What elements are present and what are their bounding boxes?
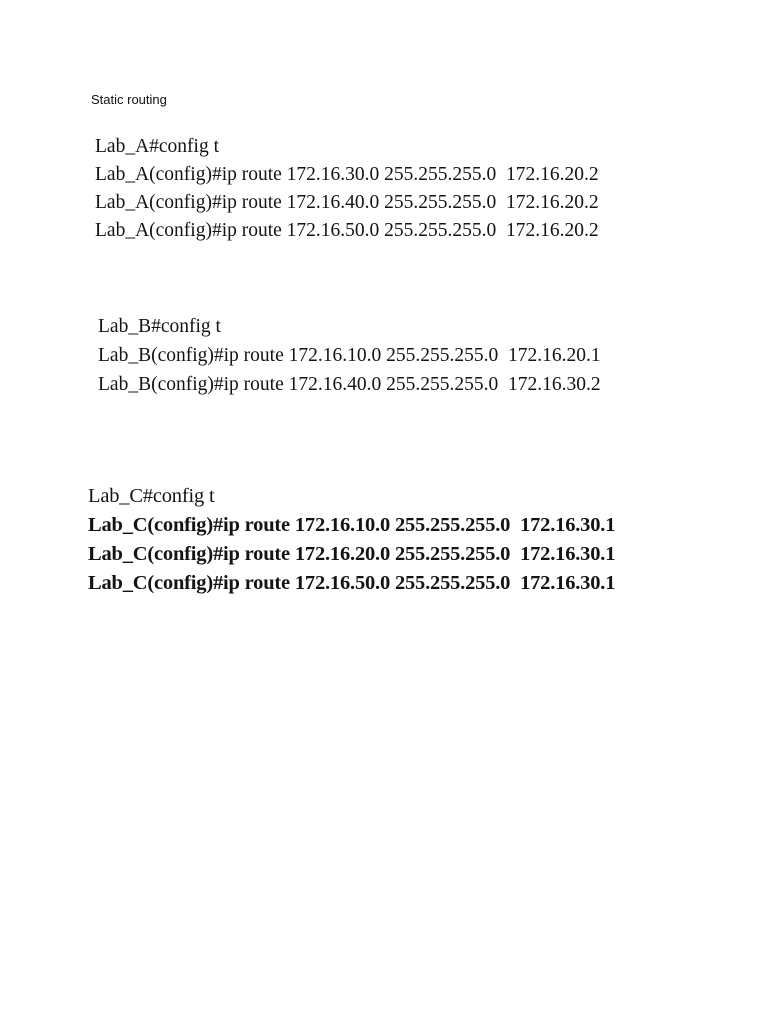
lab-a-config-block bbox=[95, 137, 599, 249]
page-heading: Static routing bbox=[91, 92, 167, 107]
config-line: Lab_A(config)#ip route 172.16.40.0 255.255.255.0 172.16.20.2 bbox=[95, 192, 599, 213]
config-line: Lab_C(config)#ip route 172.16.20.0 255.255.255.0 172.16.30.1 bbox=[88, 543, 616, 565]
config-line: Lab_A(config)#ip route 172.16.30.0 255.255.255.0 172.16.20.2 bbox=[95, 164, 599, 185]
lab-c-config-block bbox=[88, 486, 615, 602]
config-line: Lab_B#config t bbox=[98, 316, 221, 337]
config-line: Lab_C(config)#ip route 172.16.10.0 255.255.255.0 172.16.30.1 bbox=[88, 514, 616, 536]
config-line: Lab_B(config)#ip route 172.16.40.0 255.255.255.0 172.16.30.2 bbox=[98, 374, 601, 395]
config-line: Lab_C(config)#ip route 172.16.50.0 255.255.255.0 172.16.30.1 bbox=[88, 572, 616, 594]
config-line: Lab_C#config t bbox=[88, 485, 215, 507]
config-line: Lab_B(config)#ip route 172.16.10.0 255.255.255.0 172.16.20.1 bbox=[98, 345, 601, 366]
lab-b-config-block bbox=[98, 317, 601, 404]
config-line: Lab_A#config t bbox=[95, 136, 220, 157]
config-line: Lab_A(config)#ip route 172.16.50.0 255.255.255.0 172.16.20.2 bbox=[95, 220, 599, 241]
